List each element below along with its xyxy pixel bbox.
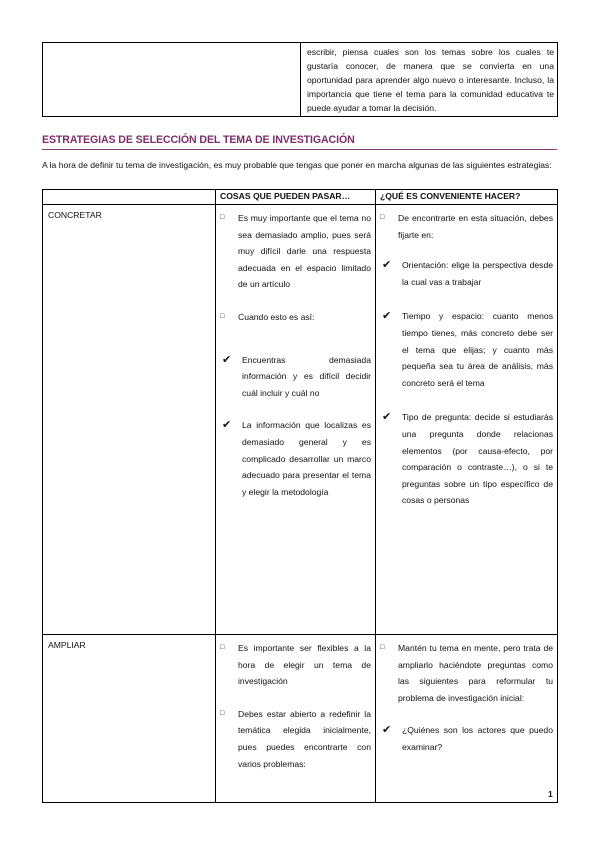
sub-list xyxy=(220,340,371,501)
checkmark-icon: ✔ xyxy=(382,724,392,737)
checkmark-icon: ✔ xyxy=(382,411,392,424)
page-number: 1 xyxy=(548,789,553,799)
sub-list-item: ✔ Tiempo y espacio: cuanto menos tiempo tienes, más concreto debe ser el tema que elijas; y cuanto más pequeña sea tu área de análisis, más concreto será el tema xyxy=(382,310,553,388)
bullet-box-icon: □ xyxy=(220,709,225,717)
list-item: □ Mantén tu tema en mente, pero trata de ampliarlo haciéndote preguntas como las siguientes para reformular tu problema de investigación inicial: ✔ ¿Quiénes son los actores que puedo examinar? xyxy=(380,640,553,756)
continuation-table xyxy=(42,42,558,117)
sub-list-item: ✔ La información que localizas es demasiado general y es complicado desarrollar un marco adecuado para presentar el tema y elegir la metodología xyxy=(222,419,371,497)
strategies-table xyxy=(42,189,558,803)
header-what-to-do: ¿QUÉ ES CONVENIENTE HACER? xyxy=(376,190,558,205)
row-label-concretar: CONCRETAR xyxy=(43,205,216,635)
list-item: □ Es importante ser flexibles a la hora de elegir un tema de investigación xyxy=(220,640,371,690)
header-empty xyxy=(43,190,216,205)
sub-list xyxy=(380,257,553,509)
bullet-box-icon: □ xyxy=(380,214,385,221)
table-row-concretar xyxy=(43,205,558,635)
checkmark-icon: ✔ xyxy=(222,419,232,432)
sub-list-item: ✔ Tipo de pregunta: decide si estudiarás una pregunta donde relacionas elementos (por causa-efecto, por comparación o contraste…), o si te preguntas sobre un tipo específico de cosas o personas xyxy=(382,411,553,506)
sub-list-item: ✔ Encuentras demasiada información y es difícil decidir cuál incluir y cuál no xyxy=(222,353,371,398)
intro-paragraph: A la hora de definir tu tema de investigación, es muy probable que tengas que poner en marcha algunas de las siguientes estrategias: xyxy=(42,160,552,170)
sub-list-item: ✔ ¿Quiénes son los actores que puedo examinar? xyxy=(382,724,553,752)
ampliar-col2 xyxy=(216,635,376,803)
list-item: □ Debes estar abierto a redefinir la temática elegida inicialmente, pues puedes encontrarte con varios problemas: xyxy=(220,706,371,772)
ampliar-col3 xyxy=(376,635,558,803)
list-item: □ Cuando esto es así: ✔ Encuentras demasiada información y es difícil decidir cuál incluir y cuál no ✔ La información que localizas es demasiado general y es complicado desarrollar un marco adecuado para presentar el tema y elegir la metodología xyxy=(220,309,371,500)
sub-list xyxy=(380,722,553,755)
checkmark-icon: ✔ xyxy=(382,259,392,272)
checkmark-icon: ✔ xyxy=(222,353,232,366)
section-heading: ESTRATEGIAS DE SELECCIÓN DEL TEMA DE INVESTIGACIÓN xyxy=(42,134,557,150)
continuation-left-cell xyxy=(43,43,301,117)
row-label-ampliar: AMPLIAR xyxy=(43,635,216,803)
bullet-box-icon: □ xyxy=(380,644,385,651)
table-row-ampliar xyxy=(43,635,558,803)
sub-list-item: ✔ Orientación: elige la perspectiva desde la cual vas a trabajar xyxy=(382,259,553,287)
concretar-col3 xyxy=(376,205,558,635)
header-things-can-happen: COSAS QUE PUEDEN PASAR… xyxy=(216,190,376,205)
list-item: □ De encontrarte en esta situación, debes fijarte en: ✔ Orientación: elige la perspectiva desde la cual vas a trabajar ✔ Tiempo y espacio: cuanto menos tiempo tienes, más concreto debe ser el tema que elijas; y cuanto más pequeña sea tu área de análisis, más concreto será el tema ✔ Tipo de pregunta: decide si estudiarás una pregunta donde relacionas elementos (por causa-efecto, por comparación o contraste…), o si te preguntas sobre un tipo específico de cosas o personas xyxy=(380,210,553,509)
bullet-box-icon: □ xyxy=(220,644,225,651)
checkmark-icon: ✔ xyxy=(382,310,392,323)
continuation-right-cell: escribir, piensa cuales son los temas sobre los cuales te gustaría conocer, de manera que se convierta en una oportunidad para aprender algo nuevo o interesante. Incluso, la importancia que tiene el tema para la comunidad educativa te puede ayudar a tomar la decisión. xyxy=(301,43,558,117)
list-item: □ Es muy importante que el tema no sea demasiado amplio, pues será muy difícil darle una respuesta adecuada en el espacio limitado de un artículo xyxy=(220,210,371,293)
table-header-row xyxy=(43,190,558,205)
bullet-box-icon: □ xyxy=(220,214,225,221)
concretar-col2 xyxy=(216,205,376,635)
bullet-box-icon: □ xyxy=(220,312,225,320)
